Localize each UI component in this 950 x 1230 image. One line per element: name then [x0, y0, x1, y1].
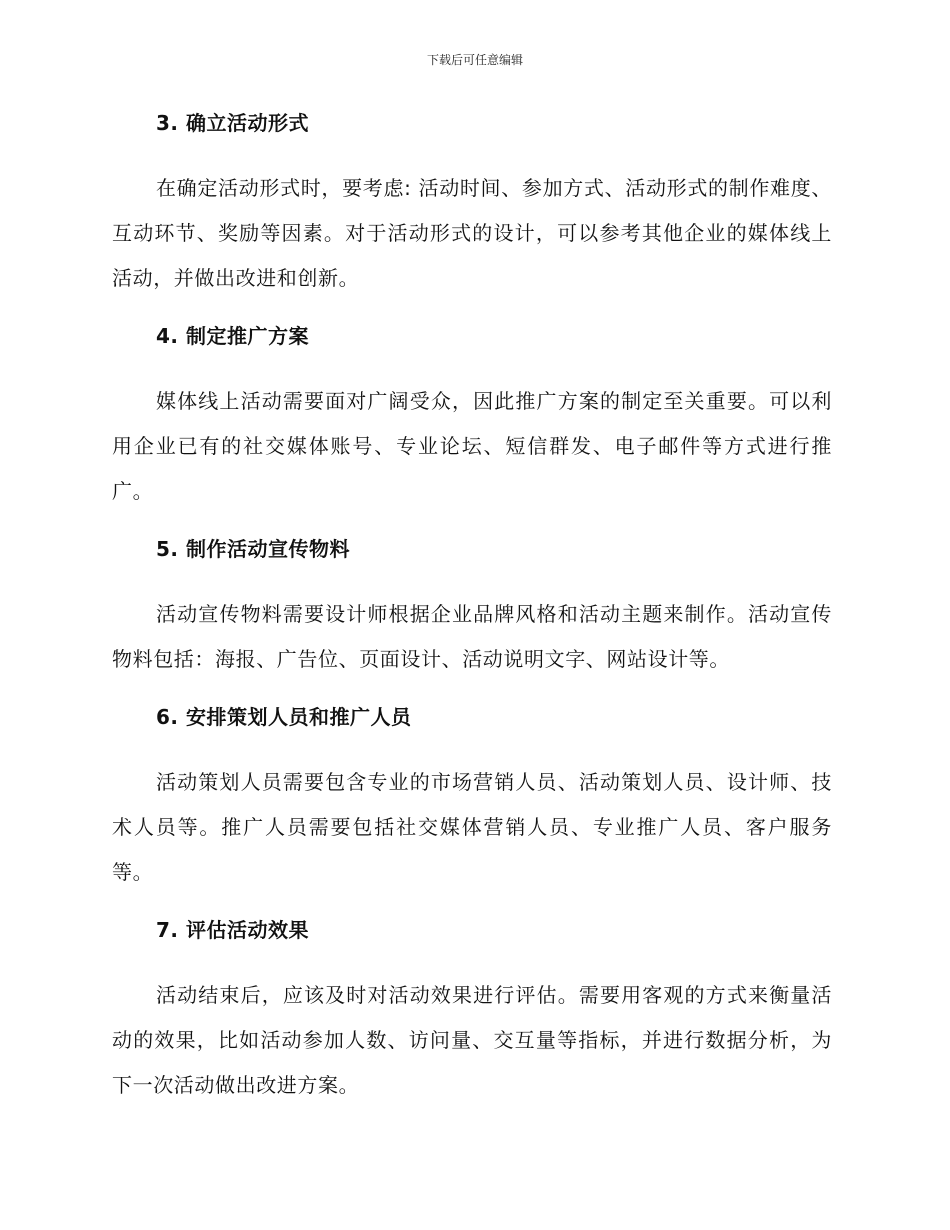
section-body-promotion-plan: 媒体线上活动需要面对广阔受众，因此推广方案的制定至关重要。可以利用企业已有的社交媒体账号、专业论坛、短信群发、电子邮件等方式进行推广。	[112, 389, 832, 503]
section-heading-staffing: 6. 安排策划人员和推广人员	[156, 705, 412, 729]
section-heading-activity-format: 3. 确立活动形式	[156, 111, 309, 135]
section-heading-evaluation: 7. 评估活动效果	[156, 918, 309, 942]
section-heading-promotion-plan: 4. 制定推广方案	[156, 324, 309, 348]
section-body-evaluation: 活动结束后，应该及时对活动效果进行评估。需要用客观的方式来衡量活动的效果，比如活动参加人数、访问量、交互量等指标，并进行数据分析，为下一次活动做出改进方案。	[112, 983, 832, 1097]
section-body-promo-materials: 活动宣传物料需要设计师根据企业品牌风格和活动主题来制作。活动宣传物料包括：海报、广告位、页面设计、活动说明文字、网站设计等。	[112, 602, 832, 671]
document-content	[112, 106, 832, 1126]
page-header-note: 下载后可任意编辑	[426, 53, 523, 67]
section-heading-promo-materials: 5. 制作活动宣传物料	[156, 537, 350, 561]
section-body-activity-format: 在确定活动形式时，要考虑: 活动时间、参加方式、活动形式的制作难度、互动环节、奖励等因素。对于活动形式的设计，可以参考其他企业的媒体线上活动，并做出改进和创新。	[112, 176, 832, 290]
section-body-staffing: 活动策划人员需要包含专业的市场营销人员、活动策划人员、设计师、技术人员等。推广人员需要包括社交媒体营销人员、专业推广人员、客户服务等。	[112, 770, 832, 884]
